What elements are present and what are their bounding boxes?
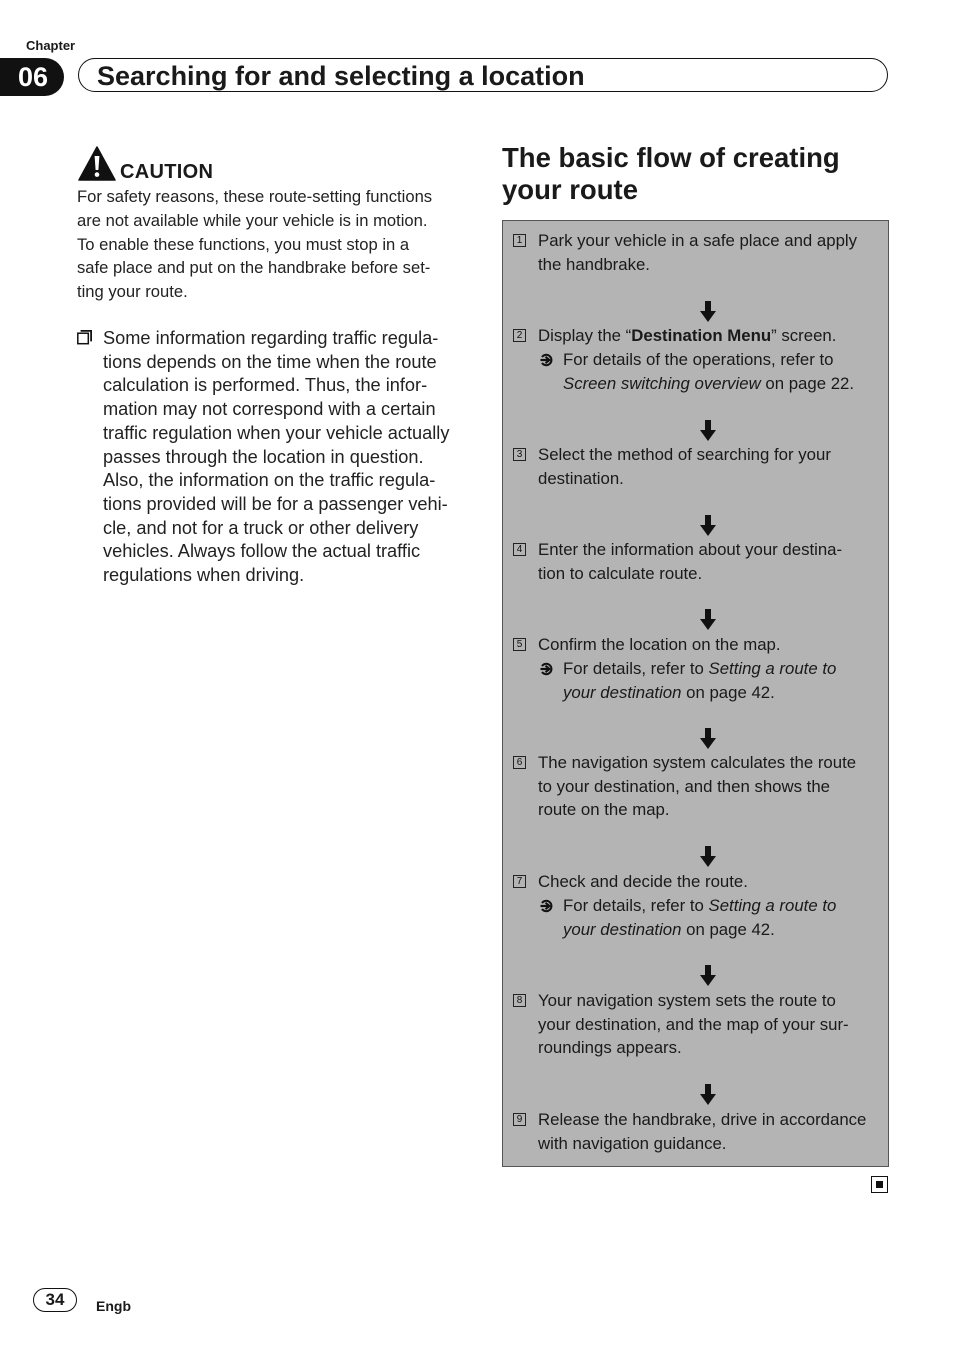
section-title-line: The basic flow of creating	[502, 142, 840, 173]
step-line: Park your vehicle in a safe place and apply	[538, 231, 858, 250]
step-line: route on the map.	[538, 800, 670, 820]
ref-link-title: Screen switching overview	[563, 373, 761, 393]
chapter-number-badge: 06	[0, 58, 64, 96]
step-text	[538, 443, 831, 490]
arrow-down-icon	[699, 609, 717, 631]
ref-link-title: your destination	[563, 682, 682, 702]
caution-line: are not available while your vehicle is in motion.	[77, 210, 428, 230]
ref-text-segment: on page 22.	[760, 373, 855, 393]
step-text-segment: ” screen.	[771, 326, 837, 345]
step-text	[538, 870, 748, 894]
ref-link-title: Setting a route to	[708, 896, 837, 915]
step-reference	[563, 657, 836, 704]
warning-triangle-icon	[78, 146, 116, 182]
step-line: The navigation system calculates the route	[538, 753, 857, 772]
step-number: 7	[513, 875, 526, 888]
note-box-icon	[77, 330, 92, 345]
step-number: 2	[513, 329, 526, 342]
step-text	[538, 1108, 866, 1155]
chapter-title: Searching for and selecting a location	[97, 61, 585, 91]
arrow-down-icon	[699, 301, 717, 323]
ref-text-segment: on page 42.	[681, 682, 775, 702]
caution-line: For safety reasons, these route-setting functions	[77, 187, 433, 206]
step-line: Release the handbrake, drive in accordance	[538, 1110, 867, 1129]
arrow-down-icon	[699, 965, 717, 987]
step-text	[538, 324, 836, 348]
section-title	[502, 142, 840, 206]
note-line: Some information regarding traffic regula-	[103, 328, 439, 348]
note-line: vehicles. Always follow the actual traffic	[103, 541, 421, 562]
step-line: Confirm the location on the map.	[538, 635, 781, 654]
arrow-down-icon	[699, 1084, 717, 1106]
step-text	[538, 229, 857, 276]
note-line: tions provided will be for a passenger vehi-	[103, 493, 448, 514]
note-line: tions depends on the time when the route	[103, 351, 437, 372]
step-reference	[563, 894, 836, 941]
note-line: Also, the information on the traffic regula-	[103, 470, 436, 491]
page-number: 34	[33, 1288, 77, 1312]
arrow-down-icon	[699, 846, 717, 868]
chapter-label: Chapter	[26, 38, 76, 53]
caution-label: CAUTION	[120, 161, 214, 183]
step-text	[538, 989, 849, 1060]
ref-text-segment: For details of the operations, refer to	[563, 350, 834, 369]
step-text-segment: Display the “	[538, 326, 632, 345]
step-number: 6	[513, 756, 526, 769]
step-line: Your navigation system sets the route to	[538, 991, 836, 1010]
arrow-down-icon	[699, 515, 717, 537]
step-text	[538, 538, 842, 585]
note-line: traffic regulation when your vehicle actually	[103, 422, 450, 443]
step-line: your destination, and the map of your sur-	[538, 1014, 849, 1034]
step-line: Select the method of searching for your	[538, 445, 831, 464]
step-line: tion to calculate route.	[538, 563, 703, 583]
language-code: Engb	[96, 1298, 131, 1314]
note-line: regulations when driving.	[103, 565, 305, 586]
destination-menu-label: Destination Menu	[631, 326, 772, 345]
ref-text-segment: For details, refer to	[563, 896, 709, 915]
note-line: passes through the location in question.	[103, 446, 424, 467]
step-number: 9	[513, 1113, 526, 1126]
step-line: with navigation guidance.	[538, 1133, 727, 1153]
ref-link-title: Setting a route to	[708, 659, 837, 678]
step-line: Enter the information about your destina-	[538, 540, 843, 559]
step-line: the handbrake.	[538, 254, 650, 274]
caution-line: safe place and put on the handbrake before set-	[77, 258, 431, 278]
note-line: mation may not correspond with a certain	[103, 399, 436, 420]
step-line: to your destination, and then shows the	[538, 776, 831, 796]
end-of-section-icon	[871, 1176, 888, 1193]
step-line: Check and decide the route.	[538, 872, 748, 891]
caution-text	[77, 185, 457, 304]
arrow-down-icon	[699, 728, 717, 750]
ref-text-segment: For details, refer to	[563, 659, 709, 678]
arrow-down-icon	[699, 420, 717, 442]
step-line: roundings appears.	[538, 1038, 682, 1058]
step-line: destination.	[538, 468, 624, 488]
step-text	[538, 751, 856, 822]
ref-text-segment: on page 42.	[681, 919, 775, 939]
step-reference	[563, 348, 854, 395]
reference-arrow-icon	[540, 899, 554, 913]
ref-link-title: your destination	[563, 919, 682, 939]
step-number: 1	[513, 234, 526, 247]
reference-arrow-icon	[540, 662, 554, 676]
step-number: 4	[513, 543, 526, 556]
section-title-line: your route	[502, 174, 638, 205]
caution-line: ting your route.	[77, 282, 188, 302]
note-line: calculation is performed. Thus, the infor-	[103, 375, 428, 396]
note-text	[103, 327, 473, 588]
step-text	[538, 633, 781, 657]
step-number: 8	[513, 994, 526, 1007]
step-number: 3	[513, 448, 526, 461]
step-number: 5	[513, 638, 526, 651]
reference-arrow-icon	[540, 353, 554, 367]
caution-line: To enable these functions, you must stop in a	[77, 234, 410, 254]
note-line: cle, and not for a truck or other delivery	[103, 517, 419, 538]
